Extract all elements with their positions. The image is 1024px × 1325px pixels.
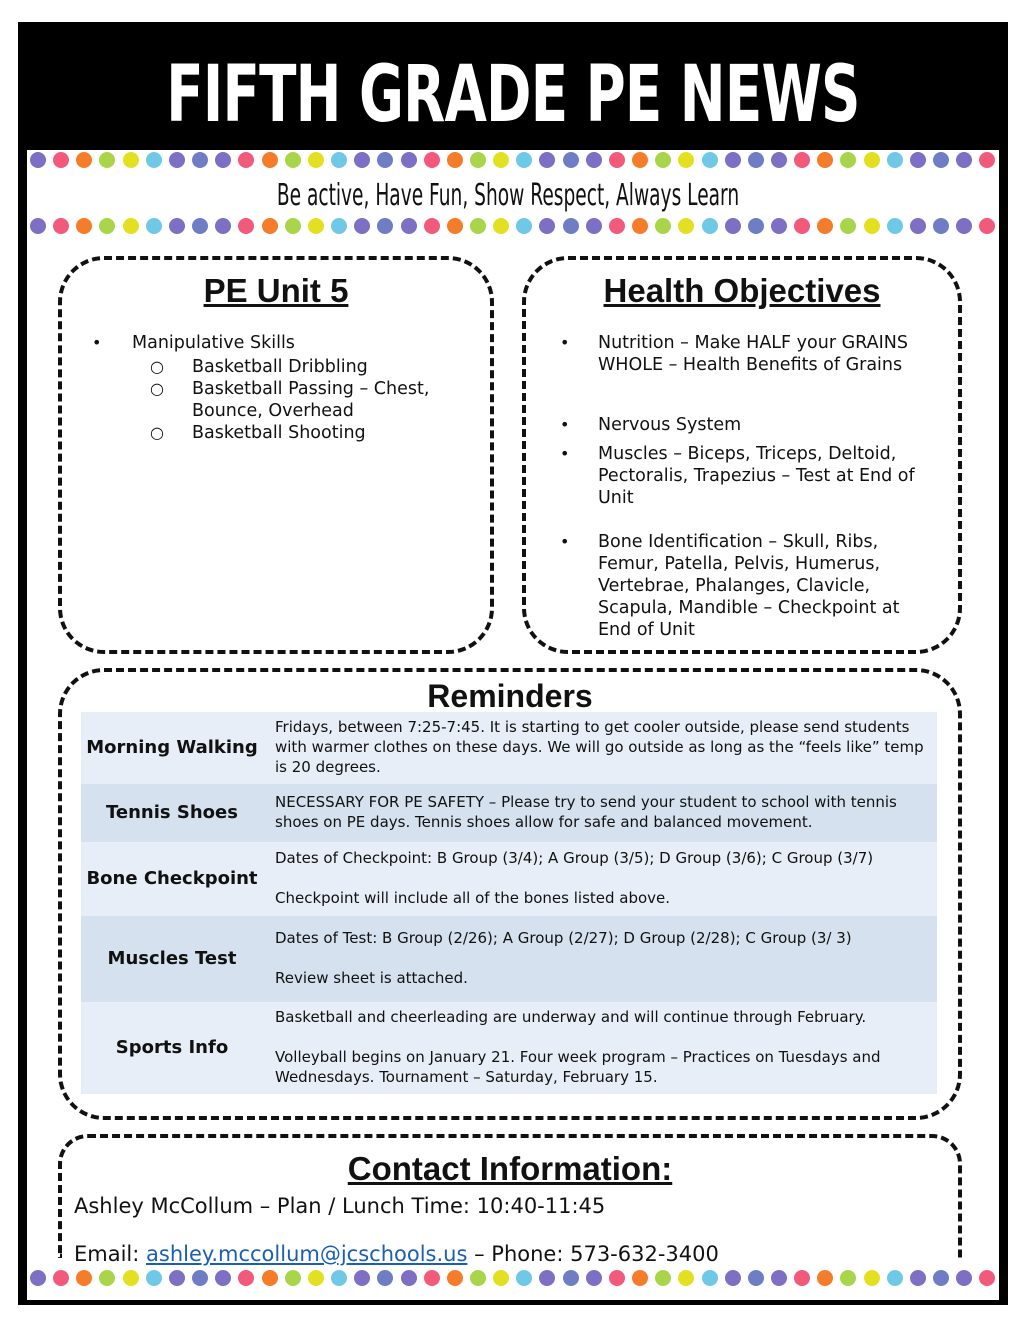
motto: Be active, Have Fun, Show Respect, Always Learn [276, 178, 740, 213]
decorative-dot [30, 152, 46, 168]
decorative-dot [817, 218, 833, 234]
decorative-dot [632, 218, 648, 234]
decorative-dot [956, 1270, 972, 1286]
decorative-dot [470, 218, 486, 234]
decorative-dot [447, 218, 463, 234]
reminder-label: Sports Info [115, 1037, 229, 1058]
decorative-dot [725, 218, 741, 234]
contact-name-line: Ashley McCollum – Plan / Lunch Time: 10:40-11:45 [74, 1194, 606, 1218]
decorative-dot [817, 152, 833, 168]
decorative-dot [609, 1270, 625, 1286]
decorative-dot [470, 152, 486, 168]
decorative-dot [331, 152, 347, 168]
decorative-dot [516, 1270, 532, 1286]
decorative-dot [146, 1270, 162, 1286]
decorative-dot [53, 152, 69, 168]
decorative-dot [702, 218, 718, 234]
decorative-dot [933, 218, 949, 234]
health-objectives-box [522, 256, 962, 654]
email-link[interactable]: ashley.mccollum@jcschools.us [146, 1242, 468, 1266]
reminder-text: Basketball and cheerleading are underway and will continue through February. [275, 1008, 867, 1026]
decorative-dot [539, 152, 555, 168]
decorative-dot [262, 1270, 278, 1286]
decorative-dot [563, 152, 579, 168]
decorative-dot [215, 218, 231, 234]
decorative-dot [632, 152, 648, 168]
decorative-dot [238, 218, 254, 234]
decorative-dot [771, 218, 787, 234]
decorative-dot [401, 218, 417, 234]
decorative-dot [956, 218, 972, 234]
decorative-dot [539, 1270, 555, 1286]
decorative-dot [354, 1270, 370, 1286]
circle-bullet-icon: ○ [150, 379, 164, 398]
decorative-dot [702, 1270, 718, 1286]
decorative-dot [748, 218, 764, 234]
dot-border-middle [30, 218, 996, 236]
decorative-dot [655, 218, 671, 234]
reminder-text-secondary: Review sheet is attached. [275, 969, 468, 987]
decorative-dot [586, 1270, 602, 1286]
decorative-dot [377, 1270, 393, 1286]
decorative-dot [424, 218, 440, 234]
decorative-dot [169, 1270, 185, 1286]
table-row [81, 842, 937, 916]
decorative-dot [285, 218, 301, 234]
table-row [81, 712, 937, 784]
decorative-dot [979, 218, 995, 234]
reminder-label: Muscles Test [107, 948, 237, 969]
decorative-dot [702, 152, 718, 168]
decorative-dot [146, 152, 162, 168]
pe-unit-title: PE Unit 5 [203, 272, 349, 309]
bullet-icon: • [560, 415, 570, 434]
decorative-dot [493, 218, 509, 234]
phone-text: Phone: 573-632-3400 [491, 1242, 719, 1266]
decorative-dot [956, 152, 972, 168]
decorative-dot [563, 218, 579, 234]
decorative-dot [424, 152, 440, 168]
decorative-dot [285, 1270, 301, 1286]
decorative-dot [377, 152, 393, 168]
list-item: ○ Basketball Passing – Chest, Bounce, Overhead [150, 379, 430, 421]
decorative-dot [655, 152, 671, 168]
decorative-dot [794, 218, 810, 234]
decorative-dot [354, 218, 370, 234]
newsletter-title: FIFTH GRADE PE NEWS [166, 50, 860, 140]
pe-unit-sub-list [150, 356, 472, 444]
decorative-dot [840, 1270, 856, 1286]
decorative-dot [99, 1270, 115, 1286]
decorative-dot [30, 218, 46, 234]
decorative-dot [99, 218, 115, 234]
decorative-dot [933, 1270, 949, 1286]
bullet-icon: • [560, 444, 570, 463]
reminder-text: Dates of Checkpoint: B Group (3/4); A Group (3/5); D Group (3/6); C Group (3/7) [275, 849, 874, 867]
reminder-text: NECESSARY FOR PE SAFETY – Please try to send your student to school with tennis shoes on PE days. Tennis shoes allow for safe and balanced movement. [275, 793, 897, 831]
circle-bullet-icon: ○ [150, 423, 164, 442]
reminder-label: Bone Checkpoint [86, 868, 258, 889]
health-item: • Nervous System [560, 415, 742, 435]
decorative-dot [308, 218, 324, 234]
decorative-dot [146, 218, 162, 234]
decorative-dot [586, 152, 602, 168]
decorative-dot [864, 1270, 880, 1286]
decorative-dot [493, 152, 509, 168]
decorative-dot [169, 152, 185, 168]
decorative-dot [655, 1270, 671, 1286]
reminder-text: Fridays, between 7:25-7:45. It is starting to get cooler outside, please send students with warmer clothes on these days. We will go outside as long as the “feels like” temp is 20 degrees. [275, 718, 924, 776]
circle-bullet-icon: ○ [150, 357, 164, 376]
decorative-dot [262, 152, 278, 168]
health-item: • Muscles – Biceps, Triceps, Deltoid, Pectoralis, Trapezius – Test at End of Unit [560, 444, 915, 508]
decorative-dot [609, 152, 625, 168]
dot-border-bottom [30, 1270, 996, 1288]
separator: – [474, 1242, 485, 1266]
decorative-dot [771, 152, 787, 168]
contact-email-line [74, 1242, 719, 1266]
decorative-dot [887, 1270, 903, 1286]
reminder-text-secondary: Volleyball begins on January 21. Four week program – Practices on Tuesdays and Wednesdays. Tournament – Saturday, February 15. [275, 1048, 881, 1086]
reminders-title: Reminders [427, 678, 593, 714]
decorative-dot [238, 152, 254, 168]
decorative-dot [123, 218, 139, 234]
decorative-dot [424, 1270, 440, 1286]
decorative-dot [725, 1270, 741, 1286]
decorative-dot [169, 218, 185, 234]
decorative-dot [401, 1270, 417, 1286]
decorative-dot [840, 152, 856, 168]
decorative-dot [678, 218, 694, 234]
pe-unit-box [58, 256, 494, 654]
decorative-dot [493, 1270, 509, 1286]
decorative-dot [864, 218, 880, 234]
reminder-text: Dates of Test: B Group (2/26); A Group (2/27); D Group (2/28); C Group (3/ 3) [275, 929, 852, 947]
decorative-dot [308, 152, 324, 168]
decorative-dot [910, 152, 926, 168]
bullet-icon: • [92, 333, 102, 352]
reminder-label: Morning Walking [86, 737, 258, 758]
decorative-dot [609, 218, 625, 234]
decorative-dot [377, 218, 393, 234]
health-item: • Bone Identification – Skull, Ribs, Femur, Patella, Pelvis, Humerus, Vertebrae, Phalanges, Clavicle, Scapula, Mandible – Checkpoint at End of Unit [560, 532, 900, 640]
decorative-dot [979, 1270, 995, 1286]
decorative-dot [123, 152, 139, 168]
dot-border-top [30, 152, 996, 170]
health-objectives-title: Health Objectives [603, 272, 881, 309]
decorative-dot [910, 1270, 926, 1286]
decorative-dot [285, 152, 301, 168]
decorative-dot [563, 1270, 579, 1286]
decorative-dot [401, 152, 417, 168]
reminders-table [81, 712, 937, 1094]
decorative-dot [76, 152, 92, 168]
decorative-dot [238, 1270, 254, 1286]
decorative-dot [447, 1270, 463, 1286]
decorative-dot [748, 152, 764, 168]
decorative-dot [308, 1270, 324, 1286]
decorative-dot [331, 1270, 347, 1286]
decorative-dot [192, 152, 208, 168]
decorative-dot [794, 152, 810, 168]
decorative-dot [933, 152, 949, 168]
reminder-text-secondary: Checkpoint will include all of the bones listed above. [275, 889, 671, 907]
bullet-icon: • [560, 532, 570, 551]
decorative-dot [262, 218, 278, 234]
table-row [81, 1002, 937, 1094]
decorative-dot [53, 1270, 69, 1286]
decorative-dot [76, 1270, 92, 1286]
decorative-dot [354, 152, 370, 168]
decorative-dot [771, 1270, 787, 1286]
decorative-dot [53, 218, 69, 234]
decorative-dot [331, 218, 347, 234]
bullet-icon: • [560, 333, 570, 352]
decorative-dot [817, 1270, 833, 1286]
health-item: • Nutrition – Make HALF your GRAINS WHOLE – Health Benefits of Grains [560, 333, 908, 375]
table-row [81, 784, 937, 842]
decorative-dot [516, 218, 532, 234]
reminder-label: Tennis Shoes [106, 802, 238, 823]
decorative-dot [76, 218, 92, 234]
decorative-dot [586, 218, 602, 234]
decorative-dot [215, 152, 231, 168]
decorative-dot [887, 152, 903, 168]
decorative-dot [678, 152, 694, 168]
decorative-dot [678, 1270, 694, 1286]
decorative-dot [30, 1270, 46, 1286]
decorative-dot [794, 1270, 810, 1286]
table-row [81, 916, 937, 1002]
decorative-dot [516, 152, 532, 168]
decorative-dot [725, 152, 741, 168]
decorative-dot [840, 218, 856, 234]
pe-unit-main-item: • Manipulative Skills [92, 333, 295, 353]
list-item: ○ Basketball Shooting [150, 423, 366, 443]
decorative-dot [979, 152, 995, 168]
decorative-dot [864, 152, 880, 168]
decorative-dot [910, 218, 926, 234]
decorative-dot [99, 152, 115, 168]
decorative-dot [632, 1270, 648, 1286]
decorative-dot [470, 1270, 486, 1286]
contact-title: Contact Information: [347, 1150, 673, 1187]
decorative-dot [123, 1270, 139, 1286]
decorative-dot [887, 218, 903, 234]
decorative-dot [539, 218, 555, 234]
decorative-dot [748, 1270, 764, 1286]
decorative-dot [192, 1270, 208, 1286]
email-label: Email: [74, 1242, 140, 1266]
decorative-dot [215, 1270, 231, 1286]
list-item: ○ Basketball Dribbling [150, 357, 368, 377]
decorative-dot [447, 152, 463, 168]
decorative-dot [192, 218, 208, 234]
